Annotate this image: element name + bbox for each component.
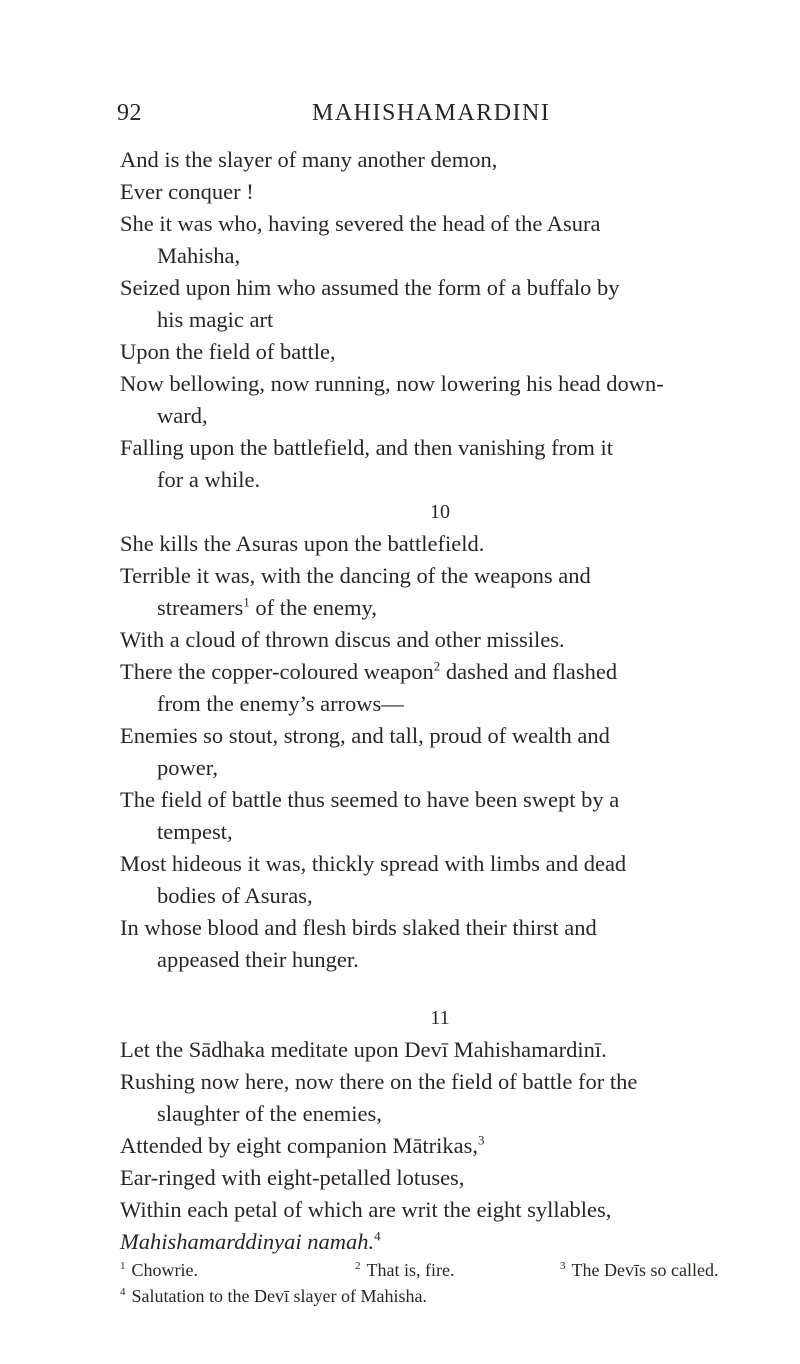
verse-line: from the enemy’s arrows— [157, 691, 404, 716]
verse-line: Let the Sādhaka meditate upon Devī Mahishamardinī. [120, 1037, 607, 1062]
verse-line: his magic art [157, 307, 274, 332]
verse-line: power, [157, 755, 218, 780]
verse-text: There the copper-coloured weapon [120, 659, 434, 684]
verse-line: Ever conquer ! [120, 179, 254, 204]
verse-line: With a cloud of thrown discus and other missiles. [120, 627, 565, 652]
footnote-ref: 3 [478, 1132, 485, 1148]
footnote-ref: 4 [374, 1228, 381, 1244]
verse-line: Enemies so stout, strong, and tall, proud of wealth and [120, 723, 610, 748]
page-header [0, 100, 800, 130]
footnote-row [120, 1283, 770, 1309]
running-title: MAHISHAMARDINI [312, 100, 551, 126]
verse-line: Most hideous it was, thickly spread with limbs and dead [120, 851, 627, 876]
verse-line: And is the slayer of many another demon, [120, 147, 498, 172]
footnote-text: Salutation to the Devī slayer of Mahisha. [131, 1286, 427, 1306]
footnote-mark: 3 [560, 1260, 566, 1272]
verse-line: Terrible it was, with the dancing of the weapons and [120, 563, 591, 588]
verse-body [120, 144, 760, 1258]
verse-line: tempest, [157, 819, 233, 844]
page-number: 92 [117, 100, 142, 126]
footnotes [120, 1257, 770, 1309]
verse-line: Falling upon the battlefield, and then vanishing from it [120, 435, 614, 460]
footnote [120, 1283, 427, 1309]
verse-text: streamers [157, 595, 244, 620]
verse-line: for a while. [157, 467, 261, 492]
spacer [120, 976, 760, 1002]
mantra-text: Mahishamarddinyai namah. [120, 1229, 375, 1254]
verse-line [120, 1130, 760, 1162]
verse-line: Now bellowing, now running, now lowering his head down- [120, 371, 664, 396]
verse-line: The field of battle thus seemed to have been swept by a [120, 787, 620, 812]
footnote-text: That is, fire. [366, 1260, 455, 1280]
footnote-mark: 2 [355, 1260, 361, 1272]
verse-line: She it was who, having severed the head of the Asura [120, 211, 601, 236]
footnote [560, 1257, 718, 1283]
footnote-text: Chowrie. [131, 1260, 198, 1280]
verse-text: of the enemy, [249, 595, 377, 620]
verse-line: bodies of Asuras, [157, 883, 313, 908]
footnote-ref: 1 [243, 594, 250, 610]
verse-line [120, 592, 760, 624]
verse-line: Mahisha, [157, 243, 241, 268]
footnote-mark: 4 [120, 1286, 126, 1298]
verse-line: Within each petal of which are writ the eight syllables, [120, 1197, 612, 1222]
section-number: 11 [430, 1007, 450, 1029]
verse-line: Ear-ringed with eight-petalled lotuses, [120, 1165, 465, 1190]
verse-line: Rushing now here, now there on the field of battle for the [120, 1069, 638, 1094]
verse-line: slaughter of the enemies, [157, 1101, 382, 1126]
footnote-mark: 1 [120, 1260, 126, 1272]
verse-line: appeased their hunger. [157, 947, 359, 972]
footnote-ref: 2 [433, 658, 441, 674]
verse-text: Attended by eight companion Mātrikas, [120, 1133, 479, 1158]
verse-line [120, 656, 760, 688]
verse-line: ward, [157, 403, 208, 428]
verse-line: Seized upon him who assumed the form of a buffalo by [120, 275, 620, 300]
footnote-row [120, 1257, 770, 1283]
verse-text: dashed and flashed [440, 659, 618, 684]
verse-line [120, 1226, 760, 1258]
verse-line: She kills the Asuras upon the battlefield. [120, 531, 485, 556]
verse-line: In whose blood and flesh birds slaked their thirst and [120, 915, 597, 940]
footnote [355, 1257, 560, 1283]
verse-line: Upon the field of battle, [120, 339, 336, 364]
footnote [120, 1257, 355, 1283]
section-number: 10 [430, 501, 450, 523]
footnote-text: The Devīs so called. [571, 1260, 719, 1280]
